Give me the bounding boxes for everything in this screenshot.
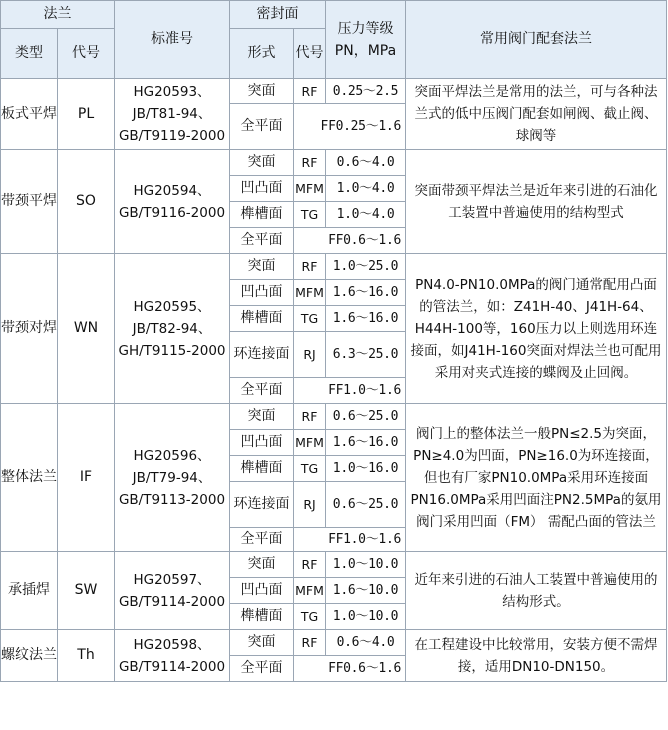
pressure-range: 1.0～16.0 — [326, 456, 406, 482]
pressure-range: 1.0～4.0 — [326, 202, 406, 228]
flange-code: WN — [58, 254, 115, 404]
pressure-range: 0.6～25.0 — [326, 404, 406, 430]
valve-note: PN4.0-PN10.0MPa的阀门通常配用凸面的管法兰，如：Z41H-40、J41H-64、H44H-100等，160压力以上则选用环连接面，如J41H-160突面对焊法兰也可配用采用对夹式连接的蝶阀及止回阀。 — [406, 254, 667, 404]
seal-form: 榫槽面 — [230, 604, 294, 630]
seal-code: TG — [294, 306, 326, 332]
valve-note: 突面平焊法兰是常用的法兰，可与各种法兰式的低中压阀门配套如闸阀、截止阀、球阀等 — [406, 79, 667, 150]
pressure-range: 1.0～10.0 — [326, 552, 406, 578]
pressure-range: 0.6～4.0 — [326, 630, 406, 656]
standard-number: HG20596、JB/T79-94、GB/T9113-2000 — [115, 404, 230, 552]
seal-form: 全平面 — [230, 228, 294, 254]
valve-note: 突面带颈平焊法兰是近年来引进的石油化工装置中普遍使用的结构型式 — [406, 150, 667, 254]
flange-type: 整体法兰 — [1, 404, 58, 552]
table-row — [1, 404, 667, 430]
seal-form: 全平面 — [230, 656, 294, 682]
pressure-range: 1.6～16.0 — [326, 280, 406, 306]
seal-header: 密封面 — [230, 1, 326, 29]
seal-code: MFM — [294, 430, 326, 456]
seal-form: 突面 — [230, 630, 294, 656]
pressure-header-label: 压力等级 — [337, 20, 394, 37]
code-pressure-combined: FF0.25～1.6 — [294, 104, 406, 150]
seal-form: 环连接面 — [230, 482, 294, 528]
code-header: 代号 — [58, 29, 115, 79]
valve-note: 阀门上的整体法兰一般PN≤2.5为突面，PN≥4.0为凹面，PN≥16.0为环连接面，但也有厂家PN10.0MPa采用环连接面PN16.0MPa采用凹面注PN2.5MPa的氨用阀门采用凹面（FM） 需配凸面的管法兰 — [406, 404, 667, 552]
pressure-range: 1.6～16.0 — [326, 306, 406, 332]
table-row — [1, 254, 667, 280]
seal-code: MFM — [294, 176, 326, 202]
pressure-header — [326, 1, 406, 79]
flange-code: IF — [58, 404, 115, 552]
seal-code: RF — [294, 150, 326, 176]
table-row — [1, 79, 667, 104]
standard-number: HG20593、JB/T81-94、GB/T9119-2000 — [115, 79, 230, 150]
table-row — [1, 630, 667, 656]
standard-number: HG20597、GB/T9114-2000 — [115, 552, 230, 630]
flange-type: 螺纹法兰 — [1, 630, 58, 682]
code-pressure-combined: FF0.6～1.6 — [294, 656, 406, 682]
seal-form: 凹凸面 — [230, 578, 294, 604]
seal-code: RJ — [294, 482, 326, 528]
flange-type: 带颈平焊 — [1, 150, 58, 254]
pressure-range: 0.25～2.5 — [326, 79, 406, 104]
seal-form: 凹凸面 — [230, 280, 294, 306]
seal-form: 突面 — [230, 79, 294, 104]
seal-code: TG — [294, 202, 326, 228]
pressure-range: 1.6～10.0 — [326, 578, 406, 604]
valve-header: 常用阀门配套法兰 — [406, 1, 667, 79]
flange-type: 板式平焊 — [1, 79, 58, 150]
seal-form: 全平面 — [230, 104, 294, 150]
seal-form: 榫槽面 — [230, 456, 294, 482]
pressure-unit: PN，MPa — [334, 42, 397, 59]
type-header: 类型 — [1, 29, 58, 79]
flange-type: 带颈对焊 — [1, 254, 58, 404]
flange-header: 法兰 — [1, 1, 115, 29]
code-pressure-combined: FF1.0～1.6 — [294, 378, 406, 404]
valve-note: 在工程建设中比较常用，安装方便不需焊接，适用DN10-DN150。 — [406, 630, 667, 682]
seal-code: MFM — [294, 578, 326, 604]
seal-form: 榫槽面 — [230, 306, 294, 332]
seal-form: 突面 — [230, 150, 294, 176]
pressure-range: 1.0～4.0 — [326, 176, 406, 202]
seal-code: TG — [294, 604, 326, 630]
code-pressure-combined: FF0.6～1.6 — [294, 228, 406, 254]
pressure-range: 1.0～25.0 — [326, 254, 406, 280]
seal-code: RF — [294, 404, 326, 430]
flange-code: SW — [58, 552, 115, 630]
seal-form: 凹凸面 — [230, 176, 294, 202]
pressure-range: 0.6～4.0 — [326, 150, 406, 176]
pressure-range: 0.6～25.0 — [326, 482, 406, 528]
seal-code: TG — [294, 456, 326, 482]
seal-form: 环连接面 — [230, 332, 294, 378]
seal-form: 榫槽面 — [230, 202, 294, 228]
valve-note: 近年来引进的石油人工装置中普遍使用的结构形式。 — [406, 552, 667, 630]
pressure-range: 1.6～16.0 — [326, 430, 406, 456]
seal-code: RF — [294, 254, 326, 280]
standard-number: HG20595、JB/T82-94、GH/T9115-2000 — [115, 254, 230, 404]
seal-code: RF — [294, 552, 326, 578]
seal-form: 突面 — [230, 552, 294, 578]
flange-code: SO — [58, 150, 115, 254]
seal-code: MFM — [294, 280, 326, 306]
flange-code: PL — [58, 79, 115, 150]
seal-code: RJ — [294, 332, 326, 378]
table-row — [1, 552, 667, 578]
flange-code: Th — [58, 630, 115, 682]
code-pressure-combined: FF1.0～1.6 — [294, 528, 406, 552]
seal-form: 全平面 — [230, 378, 294, 404]
pressure-range: 1.0～10.0 — [326, 604, 406, 630]
seal-form: 突面 — [230, 254, 294, 280]
standard-number: HG20594、GB/T9116-2000 — [115, 150, 230, 254]
seal-form: 全平面 — [230, 528, 294, 552]
seal-code: RF — [294, 79, 326, 104]
seal-code-header: 代号 — [294, 29, 326, 79]
form-header: 形式 — [230, 29, 294, 79]
flange-type: 承插焊 — [1, 552, 58, 630]
pressure-range: 6.3～25.0 — [326, 332, 406, 378]
seal-code: RF — [294, 630, 326, 656]
standard-header: 标准号 — [115, 1, 230, 79]
seal-form: 凹凸面 — [230, 430, 294, 456]
seal-form: 突面 — [230, 404, 294, 430]
standard-number: HG20598、GB/T9114-2000 — [115, 630, 230, 682]
table-row — [1, 150, 667, 176]
